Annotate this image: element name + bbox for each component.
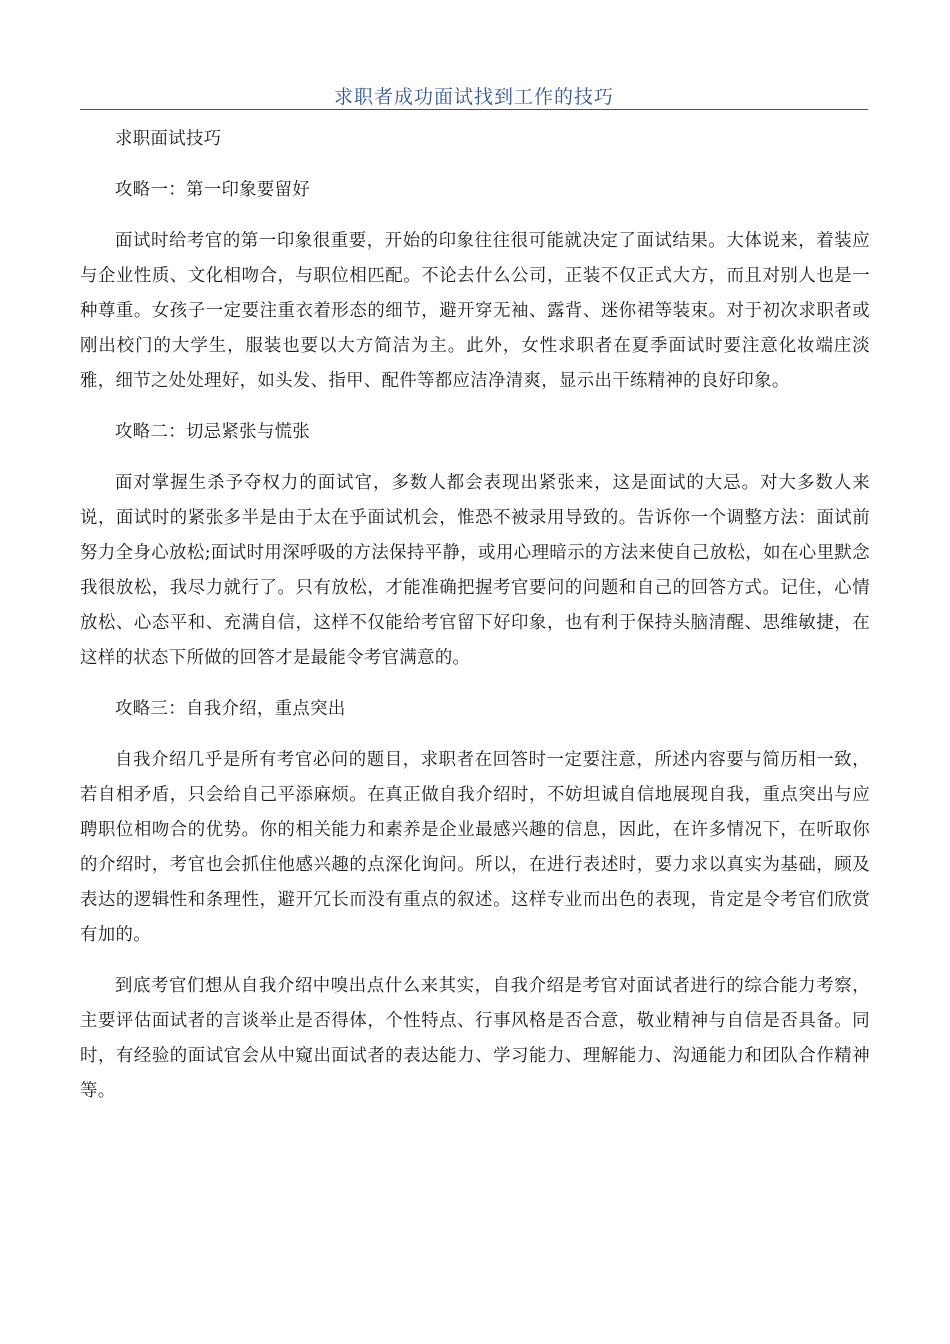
strategy3-paragraph-1: 自我介绍几乎是所有考官必问的题目，求职者在回答时一定要注意，所述内容要与简历相一致，若自相矛盾，只会给自己平添麻烦。在真正做自我介绍时，不妨坦诚自信地展现自我，重点突出与应聘职位相吻合的优势。你的相关能力和素养是企业最感兴趣的信息，因此，在许多情况下，在听取你的介绍时，考官也会抓住他感兴趣的点深化询问。所以，在进行表述时，要力求以真实为基础，顾及表达的逻辑性和条理性，避开冗长而没有重点的叙述。这样专业而出色的表现，肯定是令考官们欣赏有加的。 (80, 750, 870, 945)
strategy3-paragraph-2: 到底考官们想从自我介绍中嗅出点什么来其实，自我介绍是考官对面试者进行的综合能力考察，主要评估面试者的言谈举止是否得体，个性特点、行事风格是否合意，敬业精神与自信是否具备。同时，有经验的面试官会从中窥出面试者的表达能力、学习能力、理解能力、沟通能力和团队合作精神等。 (80, 976, 870, 1101)
strategy2-heading: 攻略二：切忌紧张与慌张 (115, 422, 311, 442)
strategy1-heading: 攻略一：第一印象要留好 (115, 180, 311, 200)
strategy1-paragraph: 面试时给考官的第一印象很重要，开始的印象往往很可能就决定了面试结果。大体说来，着装应与企业性质、文化相吻合，与职位相匹配。不论去什么公司，正装不仅正式大方，而且对别人也是一种尊重。女孩子一定要注重衣着形态的细节，避开穿无袖、露背、迷你裙等装束。对于初次求职者或刚出校门的大学生，服装也要以大方简洁为主。此外，女性求职者在夏季面试时要注意化妆端庄淡雅，细节之处处理好，如头发、指甲、配件等都应洁净清爽，显示出干练精神的良好印象。 (80, 231, 870, 391)
header-divider (80, 109, 868, 110)
document-body (80, 122, 870, 1125)
section-title: 求职面试技巧 (115, 129, 222, 149)
strategy3-heading: 攻略三：自我介绍，重点突出 (115, 699, 346, 719)
strategy2-paragraph: 面对掌握生杀予夺权力的面试官，多数人都会表现出紧张来，这是面试的大忌。对大多数人来说，面试时的紧张多半是由于太在乎面试机会，惟恐不被录用导致的。告诉你一个调整方法：面试前努力全身心放松;面试时用深呼吸的方法保持平静，或用心理暗示的方法来使自己放松，如在心里默念我很放松，我尽力就行了。只有放松，才能准确把握考官要问的问题和自己的回答方式。记住，心情放松、心态平和、充满自信，这样不仅能给考官留下好印象，也有利于保持头脑清醒、思维敏捷，在这样的状态下所做的回答才是最能令考官满意的。 (80, 473, 870, 668)
document-title: 求职者成功面试找到工作的技巧 (333, 86, 614, 108)
